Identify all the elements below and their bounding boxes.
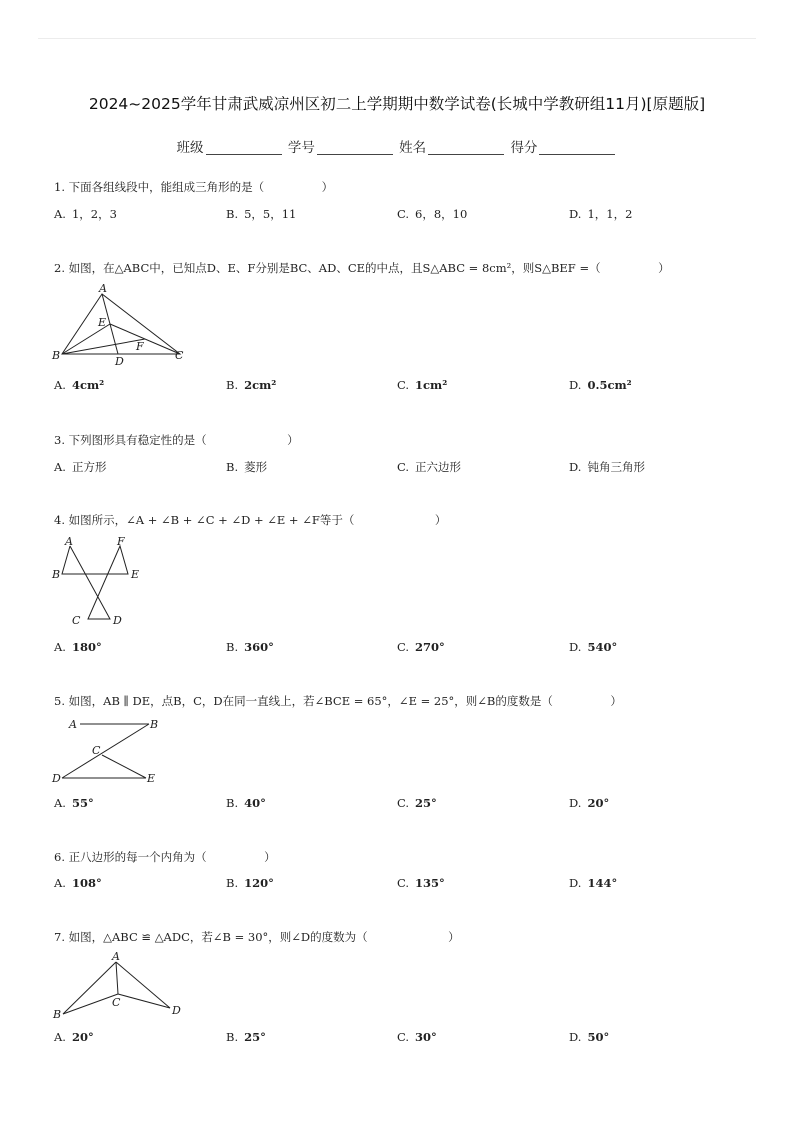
option-d[interactable]: D. 540° bbox=[569, 640, 618, 654]
label-c: C bbox=[112, 996, 121, 1009]
option-b[interactable]: B. 120° bbox=[226, 876, 274, 890]
label-b: B bbox=[52, 568, 61, 581]
label-c: C bbox=[72, 614, 81, 627]
option-a[interactable]: A. 1，2，3 bbox=[54, 207, 117, 221]
student-id-label: 学号 bbox=[287, 140, 315, 156]
label-a: A bbox=[69, 718, 77, 731]
option-c[interactable]: C. 1cm² bbox=[397, 378, 448, 392]
label-d: D bbox=[113, 614, 122, 627]
question-4 bbox=[54, 512, 446, 528]
header-divider bbox=[38, 38, 756, 39]
option-b[interactable]: B. 5，5，11 bbox=[226, 207, 297, 221]
question-number: 3. bbox=[54, 433, 65, 447]
option-a[interactable]: A. 正方形 bbox=[54, 460, 107, 474]
congruent-triangles-figure bbox=[50, 950, 190, 1025]
option-d[interactable]: D. 0.5cm² bbox=[569, 378, 632, 392]
option-d[interactable]: D. 50° bbox=[569, 1030, 610, 1044]
question-number: 6. bbox=[54, 850, 65, 864]
question-7 bbox=[54, 929, 460, 945]
question-stem: 下列图形具有稳定性的是（ ） bbox=[68, 433, 299, 447]
option-c[interactable]: C. 270° bbox=[397, 640, 445, 654]
label-f: F bbox=[117, 535, 125, 548]
label-a: A bbox=[99, 282, 107, 295]
label-d: D bbox=[52, 772, 61, 785]
option-c[interactable]: C. 正六边形 bbox=[397, 460, 462, 474]
label-b: B bbox=[52, 349, 61, 362]
label-e: E bbox=[98, 316, 107, 329]
question-stem: 如图所示，∠A + ∠B + ∠C + ∠D + ∠E + ∠F等于（ ） bbox=[68, 513, 447, 527]
option-a[interactable]: A. 4cm² bbox=[54, 378, 105, 392]
question-stem: 如图，AB ∥ DE，点B，C，D在同一直线上，若∠BCE = 65°，∠E = 25°，则∠B的度数是（ ） bbox=[68, 694, 622, 708]
student-id-blank[interactable] bbox=[317, 142, 393, 155]
parallel-lines-figure bbox=[52, 714, 172, 789]
option-d[interactable]: D. 钝角三角形 bbox=[569, 460, 645, 474]
option-a[interactable]: A. 55° bbox=[54, 796, 94, 810]
option-b[interactable]: B. 40° bbox=[226, 796, 266, 810]
question-number: 5. bbox=[54, 694, 65, 708]
option-b[interactable]: B. 360° bbox=[226, 640, 274, 654]
question-stem: 如图，△ABC ≌ △ADC，若∠B = 30°，则∠D的度数为（ ） bbox=[68, 930, 460, 944]
score-blank[interactable] bbox=[539, 142, 615, 155]
option-a[interactable]: A. 180° bbox=[54, 640, 102, 654]
label-b: B bbox=[53, 1008, 62, 1021]
option-d[interactable]: D. 1，1，2 bbox=[569, 207, 633, 221]
class-blank[interactable] bbox=[206, 142, 282, 155]
label-e: E bbox=[131, 568, 140, 581]
label-d: D bbox=[172, 1004, 181, 1017]
label-c: C bbox=[175, 349, 184, 362]
label-c: C bbox=[92, 744, 101, 757]
student-info-line bbox=[0, 136, 794, 156]
label-b: B bbox=[150, 718, 159, 731]
question-2 bbox=[54, 260, 670, 276]
question-stem: 下面各组线段中，能组成三角形的是（ ） bbox=[68, 180, 334, 194]
question-1 bbox=[54, 179, 333, 195]
name-blank[interactable] bbox=[428, 142, 504, 155]
option-c[interactable]: C. 6，8，10 bbox=[397, 207, 468, 221]
option-a[interactable]: A. 20° bbox=[54, 1030, 94, 1044]
question-6 bbox=[54, 849, 276, 865]
option-b[interactable]: B. 25° bbox=[226, 1030, 266, 1044]
label-a: A bbox=[65, 535, 73, 548]
question-stem: 正八边形的每一个内角为（ ） bbox=[68, 850, 276, 864]
name-label: 姓名 bbox=[399, 140, 427, 156]
star-angles-figure bbox=[50, 534, 150, 629]
triangle-abc-figure bbox=[52, 282, 192, 372]
option-a[interactable]: A. 108° bbox=[54, 876, 102, 890]
label-f: F bbox=[136, 340, 144, 353]
option-c[interactable]: C. 25° bbox=[397, 796, 437, 810]
option-d[interactable]: D. 20° bbox=[569, 796, 610, 810]
score-label: 得分 bbox=[510, 140, 538, 156]
question-3 bbox=[54, 432, 299, 448]
question-number: 1. bbox=[54, 180, 65, 194]
question-number: 2. bbox=[54, 261, 65, 275]
class-label: 班级 bbox=[176, 140, 204, 156]
question-5 bbox=[54, 693, 622, 709]
question-number: 4. bbox=[54, 513, 65, 527]
label-a: A bbox=[112, 950, 120, 963]
option-d[interactable]: D. 144° bbox=[569, 876, 618, 890]
option-c[interactable]: C. 30° bbox=[397, 1030, 437, 1044]
option-c[interactable]: C. 135° bbox=[397, 876, 445, 890]
page-title: 2024~2025学年甘肃武威凉州区初二上学期期中数学试卷(长城中学教研组11月)[原题版] bbox=[88, 95, 706, 113]
label-d: D bbox=[115, 355, 124, 368]
option-b[interactable]: B. 菱形 bbox=[226, 460, 268, 474]
question-stem: 如图，在△ABC中，已知点D、E、F分别是BC、AD、CE的中点，且S△ABC = 8cm²，则S△BEF =（ ） bbox=[68, 261, 670, 275]
option-b[interactable]: B. 2cm² bbox=[226, 378, 277, 392]
question-number: 7. bbox=[54, 930, 65, 944]
label-e: E bbox=[147, 772, 156, 785]
